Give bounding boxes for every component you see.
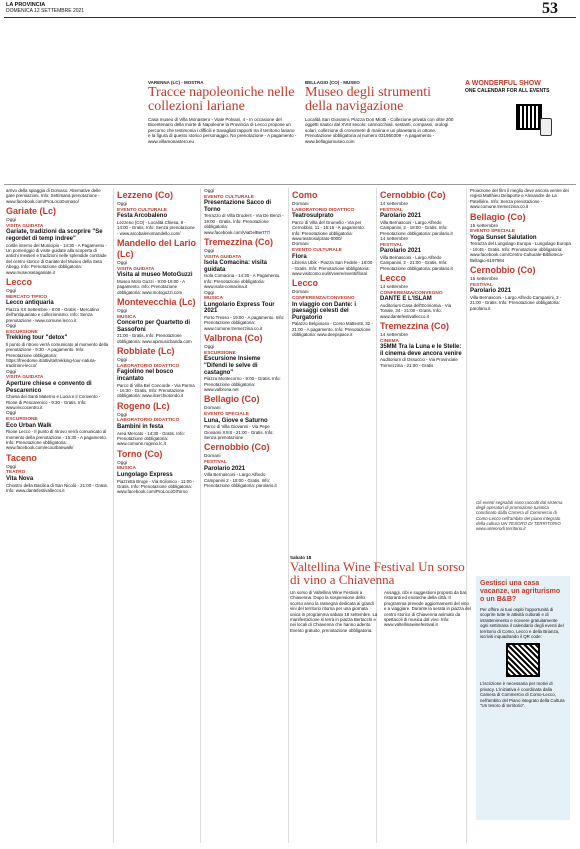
event-body: Palazzo Belgioioso - Corso Matteotti, 32 - 21:00 - A pagamento. Info: Prenotazione obbligatoria: www.deepspace.it <box>292 321 373 338</box>
town-heading: Bellagio (Co) <box>204 394 260 405</box>
event-body: Villa Bernasconi - Largo Alfredo Campanini 2 - 18:00 - Gratis. Info: Prenotazione obbligatoria: parolario.it <box>204 472 277 488</box>
event-title: 35MM Tra la Luna e le Stelle: il cinema deve ancora venire <box>380 344 462 357</box>
event-title: Vita Nova <box>6 476 34 483</box>
event-day: Oggi <box>117 202 128 207</box>
event-body: Libreria Ubik - Piazza San Fedele - 18:00 - Gratis. Info: Prenotazione obbligatoria: www.visitcomo.eu/it/vivere/eventi/flora/ <box>292 260 373 276</box>
event-title: Yoga Sunset Salutation <box>470 234 537 241</box>
event-category: EVENTO CULTURALE <box>204 194 254 200</box>
event-body: Parco di Villa Giovanni - Via Pepe Giovanni XXIII - 21:00 - Gratis. Info: Senza prenotazione <box>204 424 274 440</box>
column-divider <box>200 188 201 843</box>
event-title: Flora <box>292 253 307 260</box>
subscription-ad <box>476 576 570 820</box>
event-category: CINEMA <box>380 338 399 344</box>
event-category: LABORATORIO DIDATTICO <box>292 207 355 213</box>
event-day: Oggi <box>6 411 17 417</box>
feature-body-right: Assaggi, cibi e suggestioni proposti da bar, ristoranti ed enoteche della città. Il programma prevede aggiornamenti del vino e a viaggiare. Durante la serata in piazza del centro storico di Chiavenna animato da spettacoli di musica dal vivo. Info: www.valtellinawinefestival.it <box>384 590 471 628</box>
event-category: LABORATORIO DIDATTICO <box>117 418 180 424</box>
event-title: Escursione Insieme "Difendi le selve di castagno" <box>204 356 261 376</box>
phone-icon <box>540 118 552 136</box>
event-body: Porto Tresso - 19:00 - A pagamento. Info: Prenotazione obbligatoria: www.comune.tremezzina.co.it <box>204 314 285 331</box>
event-body: Piazza XX Settembre - 8:00 - Gratis - Mercatino dell'antiquariato e collezionismo. Info: Senza prenotazione - www.comune.lecco.it <box>6 306 99 323</box>
events-column-6 <box>470 188 572 488</box>
event-body: arrivo della spiaggia di Domaso. Alternative delle gare premiazioni. Info: Settimana prenotazione - www.facebook.com/ProLocoDomaso/ <box>6 188 101 204</box>
event-category: FESTIVAL <box>204 459 227 465</box>
event-title: Parolario 2021 <box>380 248 422 255</box>
event-category: FESTIVAL <box>470 282 493 288</box>
event-day: Oggi <box>6 289 17 295</box>
source-note: Gli eventi segnalati sono raccolti dal sistema degli operatori di promozione turistica coordinato dalla Camera di Commercio di Como-Lecco nell'ambito del piano integrato della cultura UN TESORO DI TERRITORIO www.unteorodi territorio.it <box>476 500 563 532</box>
event-category: CONFERENZA/CONVEGNO <box>380 290 443 296</box>
event-category: MERCATO TIPICO <box>6 294 48 300</box>
town-heading: Tremezzina (Co) <box>204 237 274 247</box>
event-title: Festa Arcobaleno <box>117 213 168 220</box>
page-number: 53 <box>542 0 558 17</box>
event-body: Piazzetta Bruge - Via Scilonico - 11:00 - Gratis. Info: Prenotazione obbligatoria: www.facebook.com/ProLocoDiTorno <box>117 478 195 495</box>
feature-bellagio <box>305 80 455 144</box>
feature-title: Valtellina Wine Festival Un sorso di vino a Chiavenna <box>290 559 465 587</box>
town-heading: Lecco <box>6 277 33 288</box>
town-heading: Valbrona (Co) <box>204 333 263 344</box>
event-body: Villa Bernasconi - Largo Alfredo Campanini, 2 - 21:00 - Gratis. Info: Prenotazione obbligatoria: parolario.it <box>470 294 562 311</box>
qr-code-icon[interactable] <box>506 643 540 677</box>
event-category: EVENTO CULTURALE <box>117 207 167 213</box>
event-category: LABORATORIO DIDATTICO <box>117 363 180 369</box>
event-category: CONFERENZA/CONVEGNO <box>292 296 355 301</box>
column-divider <box>113 188 114 843</box>
weekend-box <box>465 80 565 94</box>
event-day: Oggi <box>117 261 128 266</box>
event-title: Bambini in festa <box>117 423 164 430</box>
event-category: FESTIVAL <box>380 207 403 213</box>
event-category: VISITA GUIDATA <box>6 223 44 229</box>
event-body: Villa Bernasconi - Largo Alfredo Campanini, 2 - 18:00 - Gratis. Info: Prenotazione obbligatoria: parolario.it <box>380 219 453 236</box>
feature-body-left: Un sorso di Valtellina Wine Festival a Chiavenna. Dopo la sospensione dello scorso anno la rassegna dedicata ai grandi vini del territorio ritorna per una giornata unica in programma sabato 18 settembre. La manifestazione si terrà in piazza Bertacchi e nei locali di Chiavenna che hanno aderito. Evento gratuito, prenotazione obbligatoria. <box>290 590 378 633</box>
header-rule <box>4 17 576 18</box>
event-body: Terrazza del Lungolago Europa - Lungolago Europa - 19:45 - Gratis. Info: Prenotazione obbligatoria: www.facebook.com/Centro-Culturale-Biblioteca-Bellagio-6197984 <box>470 241 571 263</box>
qr-code-icon[interactable] <box>516 104 542 130</box>
event-day: 14 settembre <box>380 333 408 338</box>
event-title: Lungolario Express Tour 2021 <box>204 301 275 315</box>
event-day: Oggi <box>204 290 215 296</box>
town-heading: Montevecchia (Lc) <box>117 297 196 307</box>
event-body: Chiostro della Basilica di San Nicolò - 21:00 - Gratis. Info: www.dantefestivallecco.it <box>6 482 109 494</box>
event-day: Domani <box>204 406 221 412</box>
feature-tag: BELLAGIO (CO) - MUSEO <box>305 80 360 85</box>
column-divider <box>288 188 289 843</box>
town-heading: Gariate (Lc) <box>6 206 57 217</box>
event-title: Isola Comacina: visita guidata <box>204 260 268 273</box>
event-category: ESCURSIONE <box>6 417 38 423</box>
ad-title: Gestisci una casa vacanze, un agriturismo o un B&B? <box>480 580 561 603</box>
event-day: Oggi <box>117 358 128 364</box>
town-heading: Cernobbio (Co) <box>380 190 446 200</box>
ad-body: Per offrire ai tuoi ospiti l'opportunità di scoprire tutte le attività culturali e di intrattenimento e ricevere gratuitamente ogni settimana il calendario degli eventi del territorio di Como, Lecco e della Brianza, iscriviti inquadrando il QR code: <box>480 607 564 640</box>
weekend-subtitle: ONE CALENDAR FOR ALL EVENTS <box>465 88 550 94</box>
event-day: Oggi <box>6 464 17 470</box>
events-column-5 <box>380 188 464 548</box>
event-title: In viaggio con Dante: i paesaggi celesti del Purgatorio <box>292 301 357 321</box>
event-title: Parolario 2021 <box>470 288 512 295</box>
event-title: Parolario 2021 <box>380 213 422 220</box>
event-day: Oggi <box>204 189 215 194</box>
event-body: Area Mercato - 14:30 - Gratis. Info: Prenotazione obbligatoria: www.comune.rogeno.lc.it <box>117 430 185 447</box>
event-day: Oggi <box>204 249 215 254</box>
event-category: VISITA GUIDATA <box>117 266 155 272</box>
ad-footer: L'iscrizione è necessaria per motivi di privacy. L'iniziativa è coordinata dalla Camera di Commercio di Como-Lecco, nell'ambito del Piano integrato della Cultura "Un tesoro di territorio". <box>480 681 565 709</box>
event-body: Museo Moto Guzzi - 9:00-16:00 - A pagamento. Info: Prenotazione obbligatoria: www.motoguzzi.com <box>117 278 185 295</box>
feature-tag: Sabato 18 <box>290 555 312 560</box>
feature-varenna <box>148 80 298 144</box>
column-divider <box>466 188 467 843</box>
town-heading: Lecco <box>292 278 319 289</box>
events-column-1 <box>6 188 110 843</box>
event-category: FESTIVAL <box>380 242 403 248</box>
event-title: Luna, Giove e Saturno <box>204 417 268 424</box>
event-day: Domani <box>292 202 309 207</box>
event-title: Visita al museo MotoGuzzi <box>117 272 193 279</box>
event-body: Proiezione del film il meglio deve ancora venire dei registi Matthieu Delaporte e Alexandre de La Patellière. Info: Senza prenotazione - www.comune.tremezzina.co.it <box>470 188 569 210</box>
event-body: Lezzeno (CO) - Località Chiesa, 9 - 14:00 - Gratis. Info: Senza prenotazione - www.arcobalenomandello.com/ <box>117 219 195 236</box>
event-category: ESCURSIONE <box>204 350 236 356</box>
town-heading: Como <box>292 190 318 200</box>
event-category: MUSICA <box>117 466 136 472</box>
event-day: 14 settembre <box>380 202 408 207</box>
town-heading: Cernobbio (Co) <box>470 265 536 276</box>
event-day: Oggi <box>6 324 17 330</box>
event-category: ESCURSIONE <box>6 329 38 335</box>
events-column-4 <box>292 188 374 548</box>
event-day: Oggi <box>117 460 128 466</box>
page-header <box>6 2 84 14</box>
feature-title: Museo degli strumenti della navigazione <box>305 85 431 114</box>
event-day: 14 settembre <box>380 237 408 242</box>
event-body: cortile interno del Municipio - 14:30 - A Pagamento - Un pomeriggio di visite guidate alla scoperta di antichi mestieri e tradizioni nelle splendide contrade del centro storico di Gariate del Museo della Seta Abegg. Info: Prenotazione obbligatoria: www.museosetagariate.it <box>6 242 107 275</box>
event-title: Fagiolino nel bosco incantato <box>117 369 174 382</box>
paper-name: LA PROVINCIA <box>6 2 46 8</box>
events-column-3 <box>204 188 285 843</box>
event-title: Eco Urban Walk <box>6 422 52 429</box>
town-heading: Cernobbio (Co) <box>204 442 270 453</box>
events-column-2 <box>117 188 197 843</box>
event-day: 15 settembre <box>470 277 498 283</box>
feature-body: Casa museo di Villa Monastero - Viale Polvani, 4 - In occasione del Bicentenario della morte di Napoleone la Provincia di Lecco propone un percorso che testimonia i difficili e travagliati rapporti tra il territorio lariano e la figura di questo storico personaggio. No prenotazione - A pagamento - www.villamonastero.eu <box>148 117 297 144</box>
town-heading: Tremezzina (Co) <box>380 321 450 331</box>
event-body: 21:00 - Gratis. Info: Prenotazione obbligatoria: www.apimusicbanda.com <box>117 333 192 344</box>
event-category: EVENTO SPECIALE <box>470 229 515 235</box>
event-body: Piazza Montecorno - 9:00 - Gratis. Info: Prenotazione obbligatoria: www.valbrona.net <box>204 376 281 392</box>
town-heading: Robbiate (Lc) <box>117 346 175 357</box>
event-title: Concerto per Quartetto di Sassofoni <box>117 320 191 333</box>
event-day: Oggi <box>117 412 128 418</box>
event-body: Terrazzo di Villa Druders - Via De Benzi - 19:00 - Gratis. Info: Prenotazione obbligatoria: www.facebook.com/ViaDelBert77/ <box>204 213 284 235</box>
town-heading: Taceno <box>6 452 37 463</box>
page-date: DOMENICA 12 SETTEMBRE 2021 <box>6 8 85 14</box>
event-day: 15 settembre <box>470 223 498 229</box>
event-category: EVENTO CULTURALE <box>292 248 342 253</box>
event-day: 14 settembre <box>380 285 408 290</box>
feature-wine-festival <box>290 555 472 633</box>
event-category: TEATRO <box>6 470 26 476</box>
event-title: DANTE E L'ISLAM <box>380 296 432 303</box>
event-category: MUSICA <box>117 314 136 320</box>
section-rule <box>4 184 576 185</box>
event-day: Oggi <box>6 369 17 375</box>
event-title: Parolario 2021 <box>204 465 246 472</box>
event-title: Presentazione Sacco di Torno <box>204 200 272 213</box>
event-day: Domani <box>292 242 309 248</box>
event-body: Parco di Villa del Grumello - Via per Cernobbio, 11 - 15:15 - A pagamento. Info: Prenotazione obbligatoria: www.teatrosulprato-0000/ <box>292 219 365 241</box>
event-title: Trekking tour "detox" <box>6 335 68 342</box>
town-heading: Torno (Co) <box>117 448 163 459</box>
town-heading: Lecco <box>380 273 407 283</box>
event-body: Parco di Villa Bel Concorde - Via Parma - 16:30 - Gratis. Info: Prenotazione obbligatoria: www.ilcerchiotondo.it <box>117 382 195 399</box>
event-title: Lecco antiquaria <box>6 300 54 307</box>
event-category: VISITA GUIDATA <box>6 375 44 381</box>
column-divider <box>376 188 377 843</box>
weekend-title: A WONDERFUL SHOW <box>465 80 541 87</box>
event-title: Gariate, tradizioni da scoprire "Se regordet di temp indree" <box>6 229 103 242</box>
event-title: Aperture chiese e convento di Pescarenico <box>6 381 92 394</box>
town-heading: Rogeno (Lc) <box>117 400 170 411</box>
event-body: Il punto di ritrovo verrà comunicato al momento della prenotazione - 9:30 - A pagamento. Info: Prenotazione obbligatoria: https://freedome.it/attivita/trekking-tour-natura-tradizioni-lecco/ <box>6 341 109 369</box>
event-day: Domani <box>204 454 221 460</box>
event-body: Chiesa dei Santi Materno e Lucia e il Convento - Rione di Pescarenico - 9:30 - Gratis. Info: www.leccocentro.it <box>6 394 101 411</box>
event-day: Oggi <box>6 218 17 224</box>
town-heading: Mandello del Lario (Lc) <box>117 238 197 259</box>
event-category: EVENTO SPECIALE <box>204 411 249 417</box>
event-day: Domani <box>292 290 309 296</box>
event-body: Auditorium Casa dell'Economia - Via Tonale, 34 - 21:00 - Gratis. Info: www.dantefestivallecco.it <box>380 302 452 319</box>
event-category: MUSICA <box>204 296 223 302</box>
event-title: Teatrosulprato <box>292 213 334 220</box>
event-category: VISITA GUIDATA <box>204 254 242 260</box>
town-heading: Lezzeno (Co) <box>117 190 173 200</box>
feature-body: Località San Giovanni, Piazza Don Miotti - Collezione privata con oltre 200 oggetti nautici dal XVIII secolo: cannocchiali, sestanti, compassi, orologi solari, collezione di cronometri di marina e un planetario in ottone. Prenotazione obbligatoria al numero 031950309 - A pagamento - www.bellagiomuseo.com <box>305 117 454 144</box>
feature-title: Tracce napoleoniche nelle collezioni lariane <box>148 85 295 114</box>
event-title: Lungolago Express <box>117 471 173 478</box>
feature-tag: VARENNA (LC) - MOSTRA <box>148 80 204 85</box>
event-body: Auditorium di Ossuccio - Via Provinciale Tremezzina - 21:00 - Gratis <box>380 357 458 368</box>
town-heading: Bellagio (Co) <box>470 211 526 222</box>
event-day: Oggi <box>117 309 128 314</box>
event-body: Villa Bernasconi - Largo Alfredo Campanini, 2 - 21:00 - Gratis. Info: Prenotazione obbligatoria: parolario.it <box>380 254 453 271</box>
event-day: Oggi <box>204 345 215 351</box>
event-body: Isola Comacina - 14:30 - A Pagamento. Info: Prenotazione obbligatoria: www.isola-comacina.it <box>204 273 281 290</box>
event-body: Rione Lecco - Il punto di ritrovo verrà comunicato al momento della prenotazione - 15:30 - A pagamento. Info: Prenotazione obbligatoria: www.facebook.com/ecourbanwalk/ <box>6 429 108 451</box>
